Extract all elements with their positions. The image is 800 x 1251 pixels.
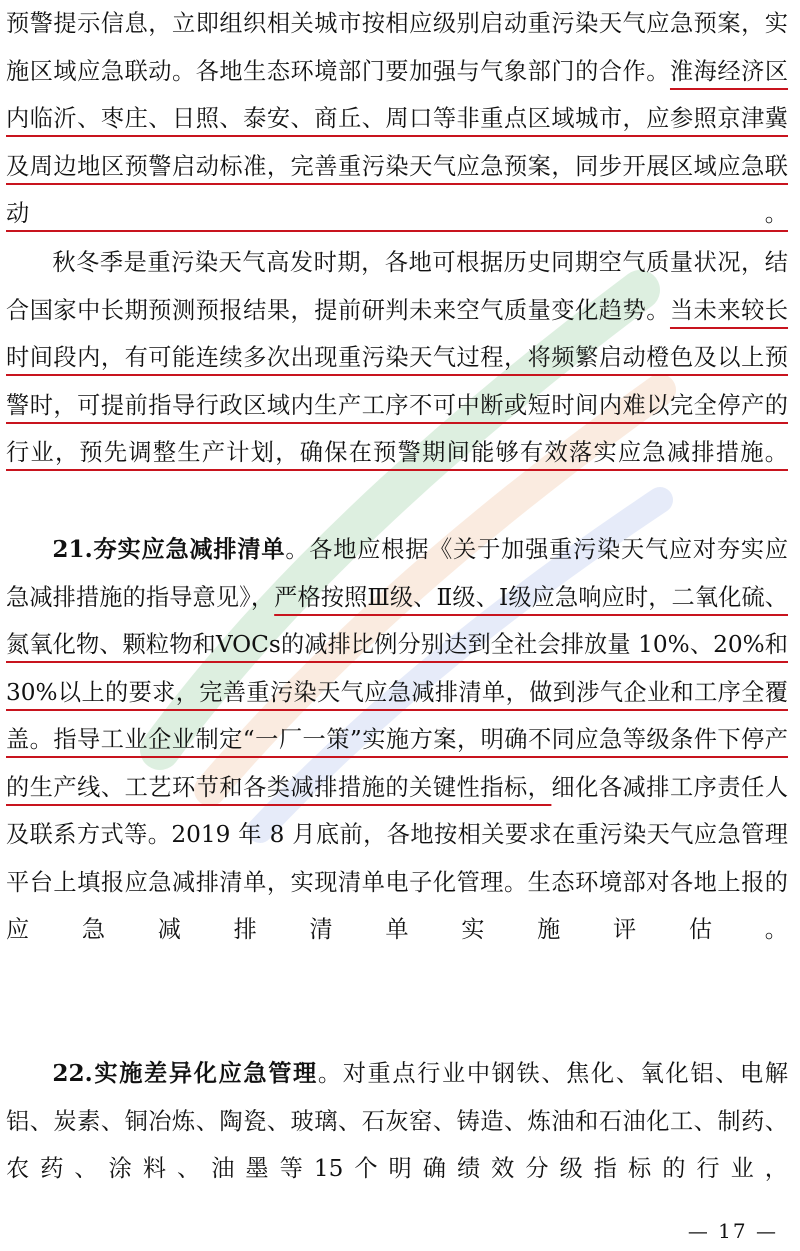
paragraph-3-text-end: 细化各减排工序责任人及联系方式等。2019 年 8 月底前，各地按相关要求在重污染天气应急管理平台上填报应急减排清单，实现清单电子化管理。生态环境部对各地上报的应急减排清单实施评估。 xyxy=(6,773,789,943)
paragraph-1 xyxy=(6,0,788,238)
paragraph-2-underlined: 当未来较长时间段内，有可能连续多次出现重污染天气过程，将频繁启动橙色及以上预警时，可提前指导行政区域内生产工序不可中断或短时间内难以完全停产的行业，预先调整生产计划，确保在预警期间能够有效落实应急减排措施。 xyxy=(6,296,789,466)
paragraph-4 xyxy=(6,1050,788,1193)
paragraph-3-text: 。各地应根据《关于加强重污染天气应对夯实应急减排措施的指导意见》， xyxy=(6,536,789,611)
paragraph-1-underlined: 淮海经济区内临沂、枣庄、日照、泰安、商丘、周口等非重点区域城市，应参照京津冀及周边地区预警启动标准，完善重污染天气应急预案，同步开展区域应急联动。 xyxy=(6,57,789,227)
paragraph-4-text: 。对重点行业中钢铁、焦化、氧化铝、电解铝、炭素、铜冶炼、陶瓷、玻璃、石灰窑、铸造、炼油和石油化工、制药、农药、涂料、油墨等15个明确绩效分级指标的行业， xyxy=(6,1060,789,1182)
page-number: — 17 — xyxy=(687,1219,778,1243)
paragraph-3-underlined: 严格按照Ⅲ级、Ⅱ级、Ⅰ级应急响应时，二氧化硫、氮氧化物、颗粒物和VOCs的减排比例分别达到全社会排放量 10%、20%和 30%以上的要求，完善重污染天气应急减排清单，做到涉气企业和工序全覆盖。指导工业企业制定“一厂一策”实施方案，明确不同应急等级条件下停产的生产线、工艺环节和各类减排措施的关键性指标， xyxy=(6,583,788,801)
section-21-heading: 21.夯实应急减排清单 xyxy=(52,536,286,563)
paragraph-2-text: 秋冬季是重污染天气高发时期，各地可根据历史同期空气质量状况，结合国家中长期预测预报结果，提前研判未来空气质量变化趋势。 xyxy=(6,249,788,324)
paragraph-3 xyxy=(6,526,788,954)
paragraph-1-text: 预警提示信息，立即组织相关城市按相应级别启动重污染天气应急预案，实施区域应急联动。各地生态环境部门要加强与气象部门的合作。 xyxy=(6,10,788,85)
section-22-heading: 22.实施差异化应急管理 xyxy=(52,1060,318,1087)
paragraph-2 xyxy=(6,239,788,477)
